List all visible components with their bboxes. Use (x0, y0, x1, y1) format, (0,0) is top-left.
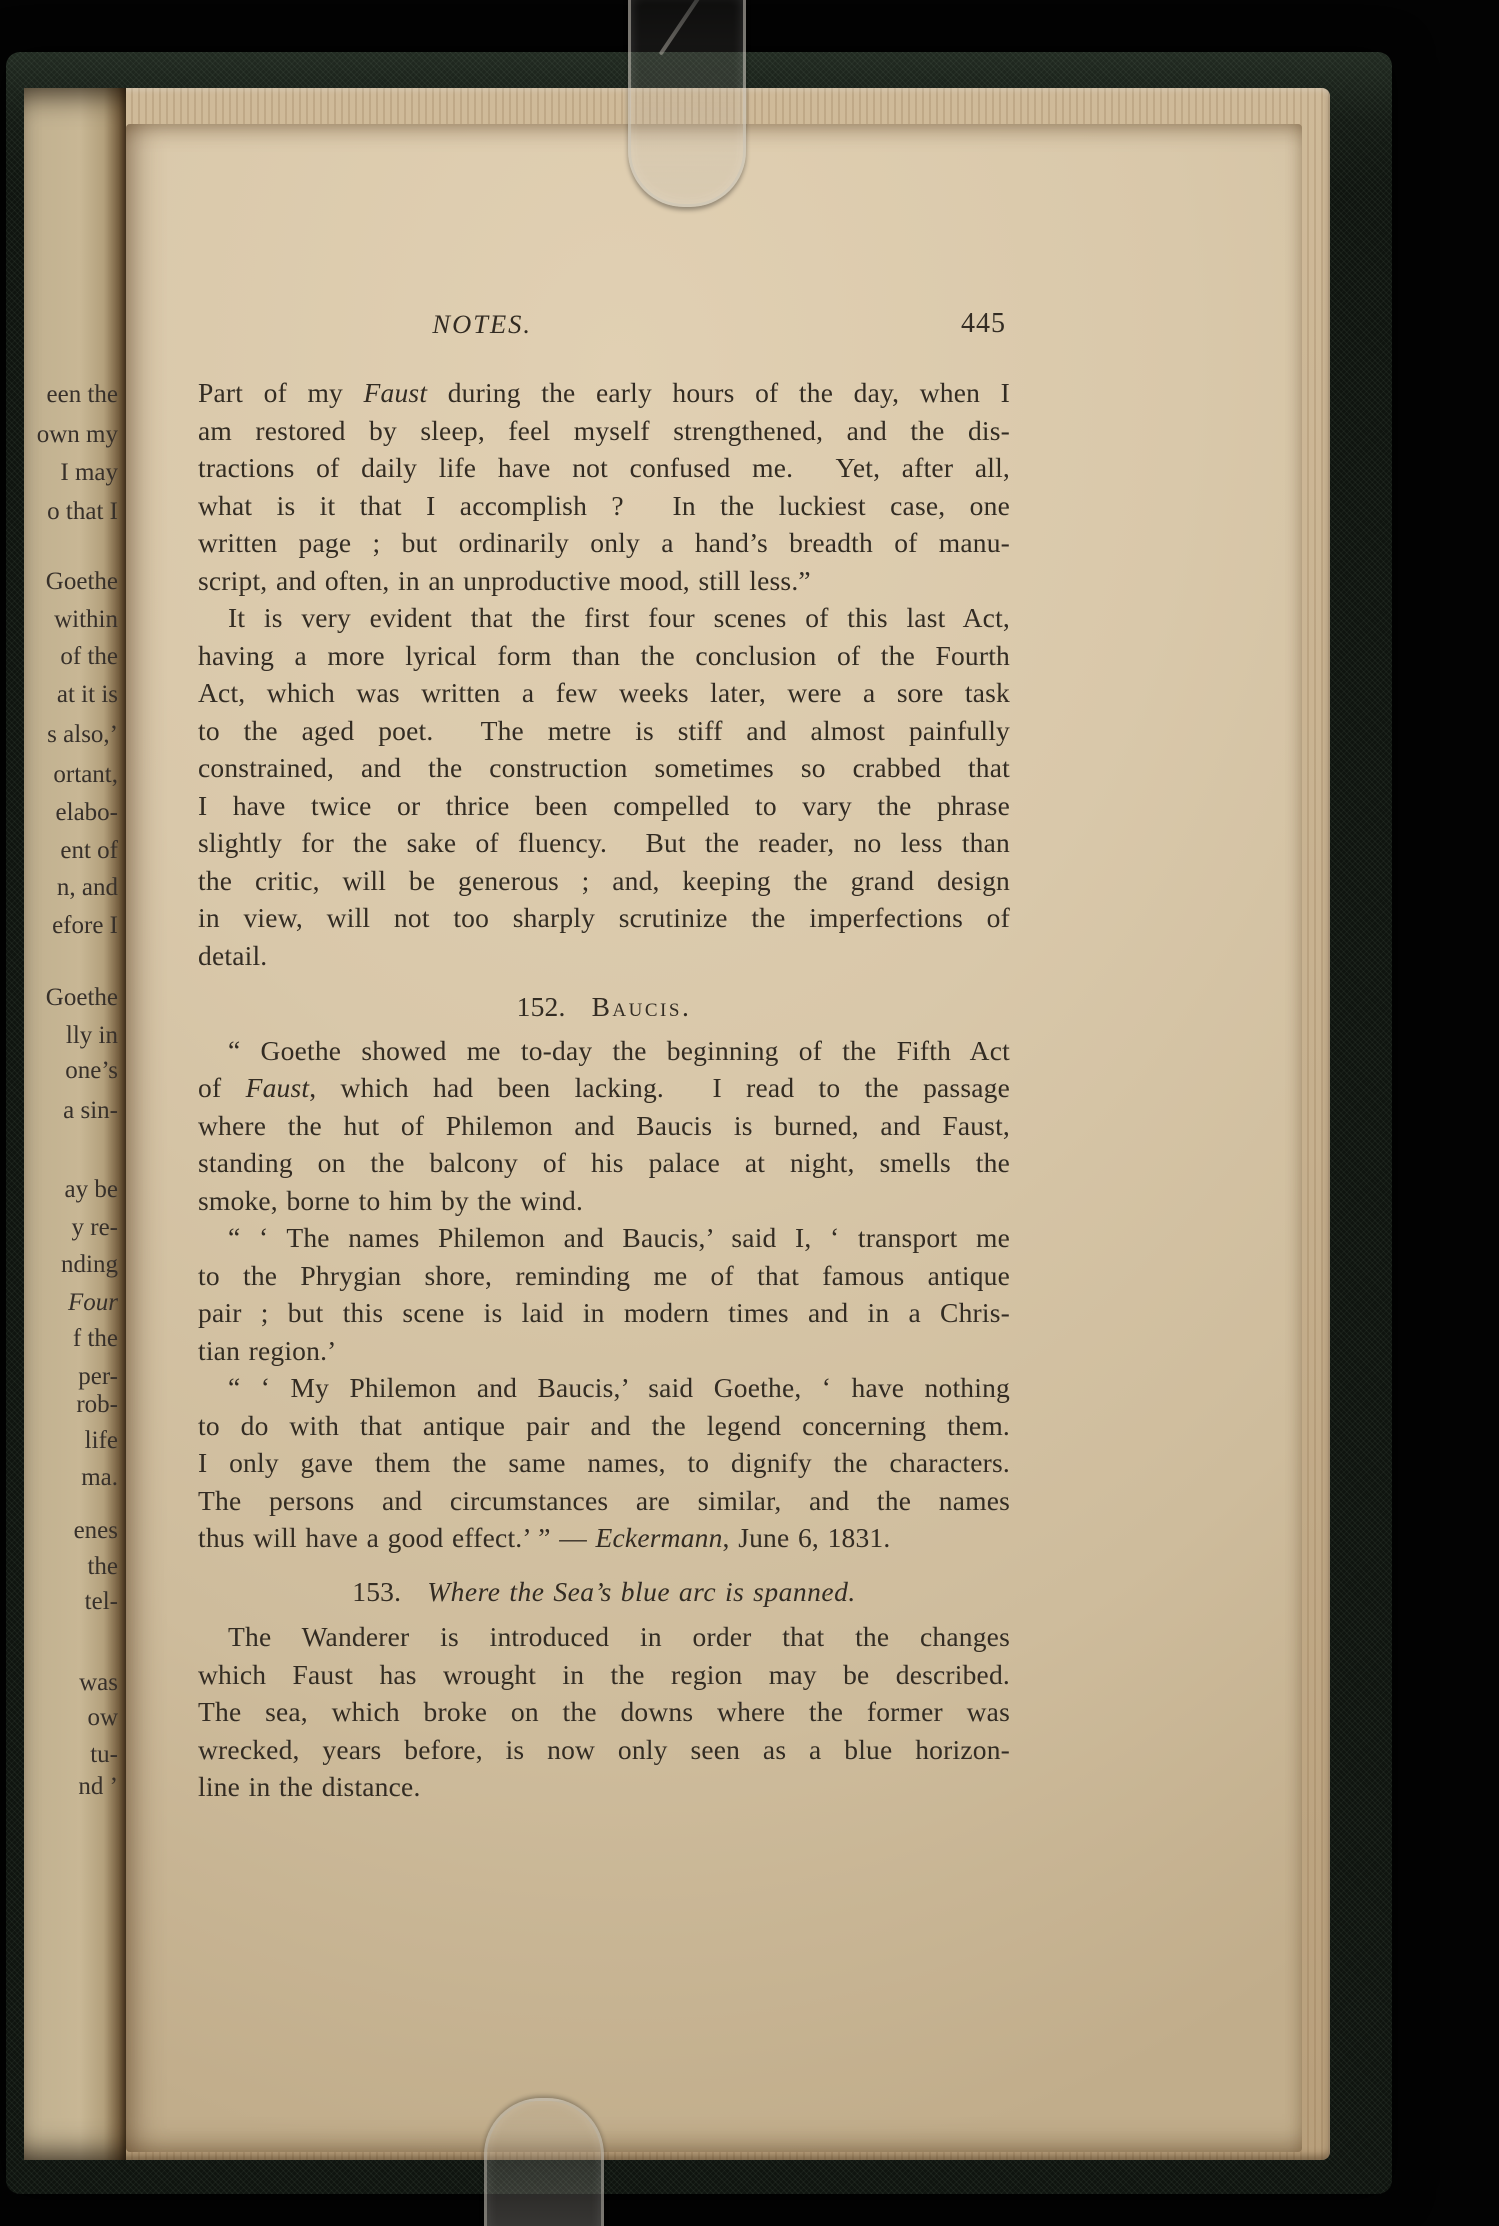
opposite-page-text-fragment: per- (78, 1363, 118, 1390)
text-line: detail. (198, 939, 268, 971)
opposite-page-text-fragment: lly in (65, 1022, 118, 1049)
text-line: to the aged poet. The metre is stiff and almost painfully (198, 714, 1010, 746)
paragraph (198, 599, 1010, 974)
text-line: The persons and circumstances are similar, and the names (198, 1484, 1010, 1516)
opposite-page-text-fragment: n, and (56, 874, 118, 901)
opposite-page-text-fragment: Goethe (45, 984, 118, 1011)
text-line: standing on the balcony of his palace at night, smells the (198, 1147, 1010, 1178)
main-page (126, 124, 1302, 2152)
page-number: 445 (961, 308, 1006, 339)
note-title: Where the Sea’s blue arc is spanned. (427, 1575, 856, 1607)
note-body (198, 374, 1010, 1806)
opposite-page-text-fragment: tu- (90, 1741, 118, 1768)
opposite-page-text-fragment: I may (60, 459, 118, 486)
text-line: line in the distance. (198, 1771, 421, 1802)
note-heading (198, 1573, 1010, 1611)
text-line: script, and often, in an unproductive mood, still less.” (198, 564, 811, 596)
opposite-page-text-fragment: life (84, 1427, 118, 1454)
opposite-page-text-fragment: a sin- (63, 1097, 118, 1124)
text-line: of Faust, which had been lacking. I read to the passage (198, 1072, 1010, 1103)
text-line: to do with that antique pair and the legend concerning them. (198, 1409, 1010, 1441)
opposite-page-text-fragment: ay be (64, 1176, 118, 1203)
opposite-page-text-fragment: nding (61, 1251, 118, 1278)
opposite-page-text-fragment: efore I (52, 912, 118, 939)
text-line: having a more lyrical form than the conclusion of the Fourth (198, 639, 1010, 671)
opposite-page-text-fragment: Goethe (45, 568, 118, 595)
paragraph (198, 1618, 1010, 1806)
running-head (198, 306, 1010, 348)
text-line: It is very evident that the first four scenes of this last Act, (228, 602, 1010, 633)
opposite-page-text-fragment: f the (72, 1325, 118, 1352)
text-line: tian region.’ (198, 1334, 337, 1366)
opposite-page-text-fragment: y re- (71, 1214, 118, 1241)
running-head-title: NOTES. (432, 309, 533, 339)
text-line: to the Phrygian shore, reminding me of that famous antique (198, 1259, 1010, 1291)
text-line: “ Goethe showed me to-day the beginning of the Fifth Act (228, 1034, 1010, 1066)
opposite-page-text-fragment: Four (68, 1289, 118, 1316)
text-line: The Wanderer is introduced in order that the changes (228, 1621, 1010, 1652)
opposite-page-text-fragment: rob- (76, 1391, 118, 1418)
text-line: I only gave them the same names, to dignify the characters. (198, 1447, 1010, 1478)
opposite-page-text-fragment: ent of (60, 837, 118, 864)
text-line: in view, will not too sharply scrutinize the imperfections of (198, 902, 1010, 933)
paragraph (198, 1032, 1010, 1220)
opposite-page-text-fragment: ma. (81, 1464, 118, 1491)
text-line: slightly for the sake of fluency. But the reader, no less than (198, 827, 1010, 858)
opposite-page-text-fragment: the (87, 1553, 118, 1580)
text-line: constrained, and the construction sometimes so crabbed that (198, 752, 1010, 783)
paragraph (198, 1219, 1010, 1369)
text-line: wrecked, years before, is now only seen as a blue horizon- (198, 1733, 1010, 1765)
text-block (198, 306, 1010, 1806)
text-line: “ ‘ My Philemon and Baucis,’ said Goethe, ‘ have nothing (228, 1372, 1010, 1403)
opposite-page-text-fragment: at it is (56, 681, 118, 708)
note-number: 153. (352, 1575, 402, 1607)
opposite-page (24, 88, 126, 2160)
opposite-page-text-fragment: een the (46, 381, 118, 408)
text-line: what is it that I accomplish ? In the luckiest case, one (198, 489, 1010, 521)
opposite-page-text-fragment: elabo- (55, 799, 118, 826)
note-title: Baucis. (591, 991, 692, 1022)
text-line: written page ; but ordinarily only a hand’s breadth of manu- (198, 527, 1010, 558)
page-holder-clip-top (628, 0, 746, 207)
text-line: I have twice or thrice been compelled to vary the phrase (198, 789, 1010, 821)
opposite-page-text-fragment: within (54, 606, 118, 633)
text-line: pair ; but this scene is laid in modern times and in a Chris- (198, 1297, 1010, 1328)
paragraph (198, 1369, 1010, 1557)
opposite-page-text-fragment: nd ’ (78, 1773, 118, 1800)
text-line: where the hut of Philemon and Baucis is burned, and Faust, (198, 1109, 1010, 1141)
opposite-page-text-fragment: one’s (65, 1057, 118, 1084)
text-line: which Faust has wrought in the region may be described. (198, 1658, 1010, 1690)
text-line: “ ‘ The names Philemon and Baucis,’ said I, ‘ transport me (228, 1222, 1010, 1253)
opposite-page-text-fragment: s also,’ (47, 721, 118, 748)
text-line: smoke, borne to him by the wind. (198, 1184, 584, 1216)
text-line: the critic, will be generous ; and, keeping the grand design (198, 864, 1010, 896)
opposite-page-text-fragment: of the (60, 643, 118, 670)
opposite-page-text-fragment: ow (87, 1704, 118, 1731)
opposite-page-text-fragment: own my (36, 421, 118, 448)
opposite-page-text-fragment: enes (73, 1517, 118, 1544)
note-heading (198, 988, 1010, 1026)
note-number: 152. (516, 991, 566, 1022)
text-line: The sea, which broke on the downs where the former was (198, 1696, 1010, 1727)
page-holder-clip-bottom (484, 2098, 604, 2226)
paragraph (198, 374, 1010, 599)
opposite-page-text-fragment: o that I (47, 498, 118, 525)
text-line: Part of my Faust during the early hours of the day, when I (198, 377, 1010, 408)
text-line: thus will have a good effect.’ ” — Eckermann, June 6, 1831. (198, 1522, 891, 1553)
text-line: tractions of daily life have not confused me. Yet, after all, (198, 452, 1010, 483)
opposite-page-text-fragment: tel- (84, 1588, 118, 1615)
opposite-page-text-fragment: was (79, 1669, 118, 1696)
text-line: Act, which was written a few weeks later, were a sore task (198, 677, 1010, 708)
opposite-page-text-fragment: ortant, (53, 761, 118, 788)
text-line: am restored by sleep, feel myself strengthened, and the dis- (198, 414, 1010, 446)
